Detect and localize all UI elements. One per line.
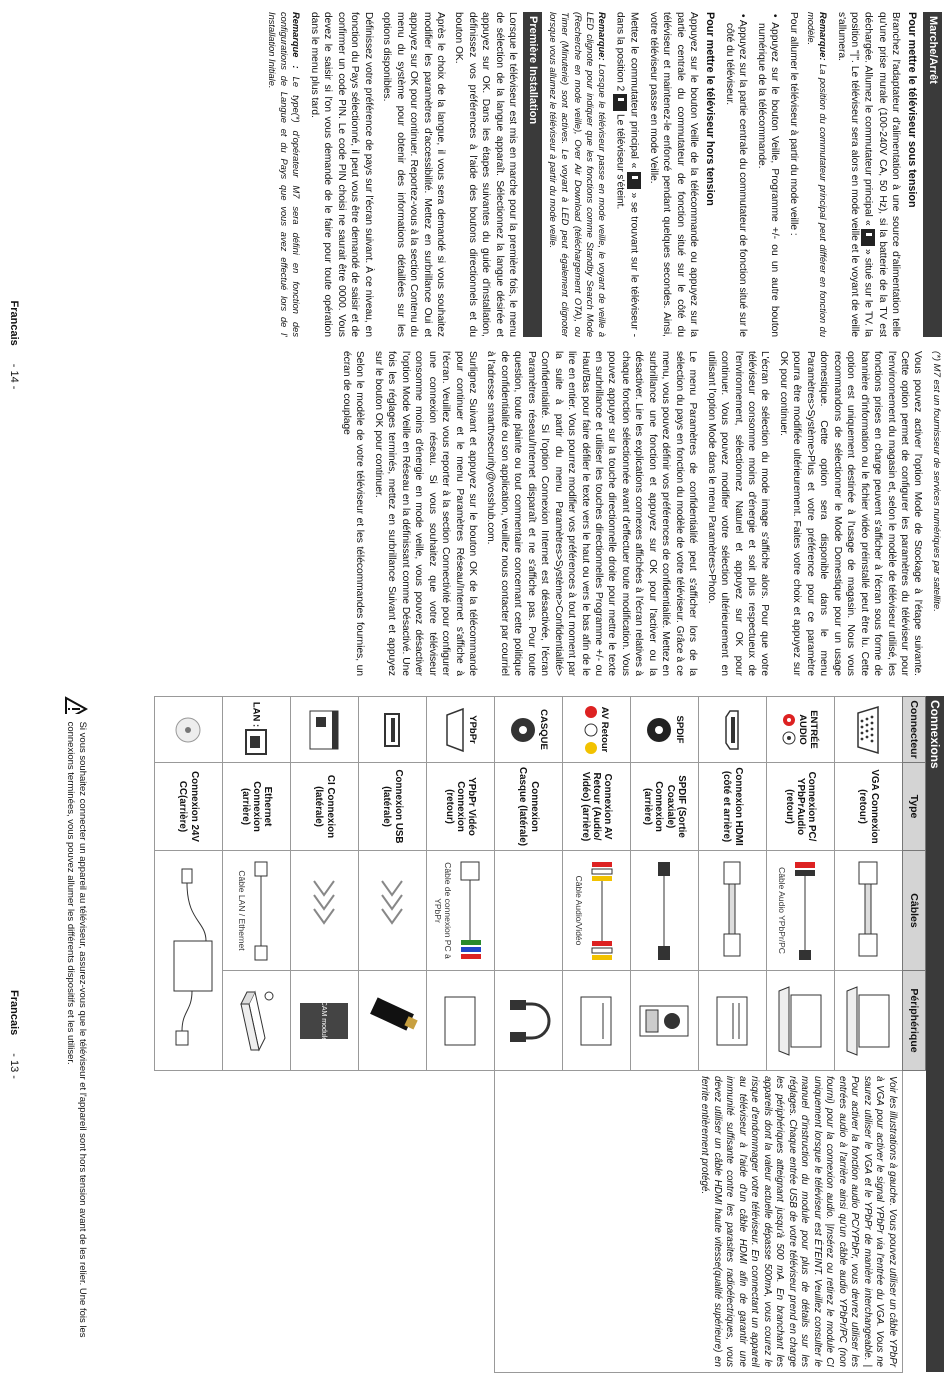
cable-cell [835, 851, 903, 971]
table-row [835, 697, 903, 1373]
connector-label: SPDIF [674, 715, 685, 744]
cable-cell [223, 851, 291, 971]
type-cell: Connexion HDMI (côté et arrière) [699, 763, 767, 851]
connector-cell [427, 697, 495, 763]
remark-text: Lorsque le téléviseur passe en mode veille, le voyant de veille à LED clignote pour indiquer que les fonctions comme Standby Search Mode (Recherche en mode veille), Over Air Download (téléchargement OTA), ou Timer (Minuterie) sont actives. Le voyant à LED peut également clignoter lorsque vous allumez le téléviseur à partir du mode veille. [548, 12, 608, 337]
device-cell [563, 971, 631, 1071]
cable-cell [427, 851, 495, 971]
cam-module-icon [297, 993, 353, 1049]
subheading-power-off: Pour mettre le téléviseur hors tension [704, 12, 717, 206]
video-player-icon [436, 989, 486, 1053]
cable-cell [699, 851, 767, 971]
footer-language: Francais [8, 300, 20, 346]
laptop-icon [842, 981, 896, 1061]
usb-port-icon [382, 710, 404, 750]
av-cable-icon [585, 856, 619, 966]
remark-label: Remarque : [291, 12, 302, 69]
paragraph [834, 12, 902, 337]
device-cell [699, 971, 767, 1071]
blank-cell [291, 1071, 359, 1373]
paragraph: Vous pouvez activer l'option Mode de Stockage à l'étape suivante. Cette option permet de configurer les paramètres du téléviseur pour l'environnement du magasin et, selon le modèle de téléviseur utilisé, les fonctions prises en charge peuvent s'afficher à l'écran sous forme de bannière d'information ou le fichier vidéo préinstallé peut être lu. Cette option est uniquement destinée à l'usage de magasin. Nous vous recommandons de sélectionner le Mode Domestique pour un usage domestique. Cette option sera disponible dans le menu Paramètres>Système>Plus et votre préférence pour ce paramètre pourra être modifiée ultérieurement. Faites votre choix et appuyez sur OK pour continuer. [777, 351, 924, 676]
connector-cell [291, 697, 359, 763]
remark [266, 12, 303, 337]
power-switch-icon [627, 172, 641, 189]
subheading-power-on: Pour mettre le téléviseur sous tension [906, 12, 919, 208]
header-cables: Câbles [903, 851, 926, 971]
connector-cell [223, 697, 291, 763]
connector-cell [835, 697, 903, 763]
connector-cell [767, 697, 835, 763]
cam-label: CAM module [320, 1000, 328, 1041]
device-cell [495, 971, 563, 1071]
connections-table [154, 696, 926, 1373]
connector-cell [631, 697, 699, 763]
av-jacks-icon [583, 702, 599, 758]
hdmi-port-icon [723, 707, 743, 753]
remark-text: Le type(*) d'opérateur M7 sera défini en fonction des configurations de Langue et du Pays que vous avez effectué lors de l' Installation Initiale. [266, 12, 302, 337]
paragraph [613, 12, 641, 337]
installation-notes: Voir les illustrations à gauche. Vous pouvez utiliser un câble YPbPr à VGA pour activer le signal YPbPr via l'entrée du VGA. Vous ne saurez utiliser le VGA et le YPbPr de manière interchangeable. | Pour activer la fonction audio PC/YPbPr, vous devrez utiliser les entrées audio à l'arrière ainsi qu'un câble audio YPbPr/PC (non fourni) pour la connexion audio. |Insérez ou retirez le module CI uniquement lorsque le téléviseur est ÉTEINT. Veuillez consulter le manuel d'instruction du module pour plus de détails sur les réglages. Chaque entrée USB de votre téléviseur prend en charge les périphériques atteignant jusqu'à 500 mA. En branchant les appareils dont la valeur actuelle dépasse 500mA, vous courez le risque d'endommager votre téléviseur. En connectant un appareil au téléviseur à l'aide d'un câble HDMI afin de garantir une immunité suffisante contre les parasites radioélectriques, vous devez utiliser un câble HDMI haute vitesse(qualité supérieure) en ferrite entièrement protégé. [495, 1071, 903, 1373]
cable-label: Câble de connexion PC à YPbPr [433, 862, 454, 959]
cable-label: Câble Audio YPbPr/PC [777, 867, 788, 954]
remark-label: Remarque: [818, 12, 829, 61]
footer-language: Francais [8, 990, 20, 1036]
cable-cell [155, 851, 223, 1071]
vga-port-icon [855, 703, 883, 757]
type-cell: Connexion USB (latérale) [359, 763, 427, 851]
connector-cell [699, 697, 767, 763]
blank-cell [155, 1071, 223, 1373]
section-title-first-install: Première Installation [523, 12, 542, 337]
blu-ray-player-icon [708, 989, 758, 1053]
table-row [223, 697, 291, 1373]
connector-cell [495, 697, 563, 763]
page-14-column-2 [38, 351, 942, 676]
router-icon [232, 986, 282, 1056]
table-row [427, 697, 495, 1373]
table-header-row [903, 697, 926, 1373]
remark-text: La position du commutateur principal peut différer en fonction du modèle. [806, 12, 829, 337]
ypbpr-cable-icon [454, 856, 488, 966]
blank-cell [223, 1071, 291, 1373]
device-cell [835, 971, 903, 1071]
ci-slot-icon [305, 705, 345, 755]
remark-label: Remarque: [597, 12, 608, 61]
audio-in-jacks-icon [782, 708, 798, 752]
connector-cell [359, 697, 427, 763]
audio-cable-icon [788, 856, 824, 966]
dvd-player-icon [572, 989, 622, 1053]
power-switch-off-icon [613, 94, 627, 111]
power-switch-icon [861, 229, 875, 246]
connector-label: CASQUE [538, 709, 549, 750]
cable-cell [767, 851, 835, 971]
page-13 [0, 690, 950, 1379]
headphones-icon [501, 994, 557, 1048]
lan-port-icon [244, 727, 270, 757]
blank-cell [427, 1071, 495, 1373]
section-title-power: Marche/Arrêt [923, 12, 942, 337]
subwoofer-icon [637, 996, 693, 1046]
text-run: Le téléviseur s'éteint. [614, 111, 626, 210]
type-cell: Ethernet Connexion (arrière) [223, 763, 291, 851]
section-title-connections: Connexions [926, 696, 944, 1372]
paragraph: Après le choix de la langue, il vous sera demandé si vous souhaitez modifier les paramètres d'accessibilité. Mettez en surbrillance Oui et appuyez sur OK pour continuer. Reportez-vous à la section Contenu du menu du système pour obtenir des informations détaillées sur les options disponibles. [381, 12, 447, 337]
text-run: Mettez le commutateur principal « [628, 12, 640, 172]
type-cell: Connexion 24V CC(arrière) [155, 763, 223, 851]
laptop-icon [774, 981, 828, 1061]
power-adapter-icon [161, 861, 217, 1061]
page-14-column-1 [38, 12, 942, 337]
bullet-item: • Appuyez sur la partie centrale du commutateur de fonction situé sur le côté du téléviseur. [723, 14, 749, 337]
type-cell: VGA Connexion (retour) [835, 763, 903, 851]
paragraph: Le menu Paramètres de confidentialité peut s'afficher lors de la sélection du pays en fonction du modèle de votre téléviseur. Grâce à ce menu, vous pouvez définir vos préférences de confidentialité. Mettez en surbrillance une fonction et appuyez sur OK pour l'activer ou la désactiver. Lire les explications connexes affichées à l'écran relatives à chaque fonction sélectionnée avant d'effectuer toute modification. Vous pouvez appuyer sur la touche directionnelle droite pour mettre le texte en surbrillance et utiliser les touches directionnelles Programme +/- ou Haut/Bas pour faire défiler le texte vers le haut ou vers le bas afin de le lire en entier. Vous pourrez modifier vos préférences à tout moment par la suite à partir du menu Paramètres>Système>Confidentialité> Confidentialité. Si l'option Connexion Internet est désactivée, l'écran Paramètres réseau/Internet disparaît et ne s'affiche pas. Pour toute question, toute plainte ou tout commentaire concernant cette politique de confidentialité ou son application, veuillez nous contacter par courriel à l'adresse smarttvsecurity@vosshub.com. [485, 351, 699, 676]
type-cell: YPbPr Vidéo Connexion (retour) [427, 763, 495, 851]
paragraph: Lorsque le téléviseur est mis en marche pour la première fois, le menu de sélection de la langue apparaît. Sélectionnez la langue désirée et appuyez sur OK. Dans les étapes suivantes du guide d'installation, définissez vos préférences à l'aide des boutons directionnels et du bouton OK. [453, 12, 519, 337]
device-cell [427, 971, 495, 1071]
connector-label: YPbPr [467, 715, 478, 744]
blank-cell [359, 1071, 427, 1373]
vga-cable-icon [844, 856, 894, 966]
type-cell: CI Connexion (latérale) [291, 763, 359, 851]
cable-cell [563, 851, 631, 971]
type-cell: Connexion AV Retour (Audio/ Vidéo) (arrière) [563, 763, 631, 851]
table-row [291, 697, 359, 1373]
warning-icon [64, 696, 88, 714]
text-run: Branchez l'adaptateur d'alimentation à une source d'alimentation telle qu'une prise murale (100-240V CA, 50 Hz), si la batterie de la TV est déchargée. Allumez le commutateur principal « [862, 12, 902, 337]
remark [547, 12, 608, 337]
device-cell [291, 971, 359, 1071]
usb-arrows-icon [378, 871, 408, 951]
connector-label: AV Retour [599, 706, 610, 753]
page-number: - 14 - [8, 363, 20, 390]
table-row [359, 697, 427, 1373]
usb-stick-icon [365, 991, 421, 1051]
paragraph: Selon le modèle de votre téléviseur et les télécommandes fournies, un écran de couplage [340, 351, 366, 676]
text-run: » se trouvant sur le téléviseur - dans la position 2 [614, 12, 640, 337]
warning-note [63, 696, 88, 1372]
cable-cell [291, 851, 359, 971]
paragraph: L'écran de sélection du mode image s'affiche alors. Pour que votre téléviseur consomme moins d'énergie et soit plus respectueux de l'environnement, sélectionnez Naturel et appuyez sur OK pour continuer. Vous pouvez modifier votre sélection ultérieurement en utilisant l'option Mode dans le menu Paramètres>Photo. [705, 351, 771, 676]
cable-cell [631, 851, 699, 971]
ethernet-cable-icon [248, 856, 276, 966]
device-cell [223, 971, 291, 1071]
ypbpr-vga-port-icon [443, 705, 467, 755]
device-cell [631, 971, 699, 1071]
type-cell: SPDIF (Sortie Coaxiale) Connexion (arrière) [631, 763, 699, 851]
spdif-jack-icon [644, 715, 674, 745]
hdmi-cable-icon [713, 856, 753, 966]
cable-cell [495, 851, 563, 971]
page-footer [8, 690, 20, 1379]
headphone-jack-icon [508, 715, 538, 745]
connector-label: ENTRÉE AUDIO [797, 710, 820, 749]
remark [805, 12, 830, 337]
header-type: Type [903, 763, 926, 851]
header-device: Périphérique [903, 971, 926, 1071]
ci-arrows-icon [310, 871, 340, 951]
page-14-columns [38, 12, 942, 676]
cable-cell [359, 851, 427, 971]
page-number: - 13 - [8, 1053, 20, 1079]
header-connector: Connecteur [903, 697, 926, 763]
dc-input-icon [174, 715, 204, 745]
paragraph: Définissez votre préférence de pays sur l'écran suivant. À ce niveau, en fonction du Pays sélectionné, il peut vous être demandé de saisir et de confirmer un code PIN. Le code PIN choisi ne saurait être 0000. Vous devez le saisir si l'on vous demande de le faire pour toute opération dans le menu plus tard. [308, 12, 374, 337]
type-cell: Connexion PC/ YPbPrAudio (retour) [767, 763, 835, 851]
table-row [155, 697, 223, 1373]
device-cell [767, 971, 835, 1071]
type-cell: Connexion Casque (latérale) [495, 763, 563, 851]
warning-text: Si vous souhaitez connecter un appareil au téléviseur, assurez-vous que le téléviseur et l'appareil sont hors tension avant de les relier. Une fois les connexions terminées, vous pouvez allumer les différents dispositifs et les utiliser. [64, 721, 88, 1338]
bullet-item: • Appuyez sur le bouton Veille, Programme +/- ou un autre bouton numérique de la télécommande. [755, 14, 781, 337]
connector-label: LAN : [250, 701, 262, 728]
paragraph: Surlignez Suivant et appuyez sur le bouton OK de la télécommande pour continuer et le menu Paramètres Réseau/Internet s'affiche à l'écran. Veuillez vous reporter à la section Connectivité pour configurer une connexion réseau. Si vous souhaitez que votre téléviseur consomme moins d'énergie en mode veille, vous pouvez désactiver l'option Mode Veille en Réseau en la définissant comme Désactivé. Une fois les réglages terminés, mettez en surbrillance Suivant et appuyez sur le bouton OK pour continuer. [372, 351, 478, 676]
connector-cell [563, 697, 631, 763]
footnote: (*) M7 est un fournisseur de services numériques par satellite. [931, 351, 942, 612]
cable-label: Câble LAN / Ethernet [237, 870, 248, 951]
paragraph: Pour allumer le téléviseur à partir du mode veille : [787, 12, 799, 236]
header-spacer [903, 1071, 926, 1373]
connector-cell [155, 697, 223, 763]
coaxial-cable-icon [650, 856, 680, 966]
cable-label: Câble Audio/Vidéo [574, 875, 585, 946]
text-run: » situé sur le TV. la position "|". Le téléviseur sera alors en mode veille et le voyant de veille s'allumera. [835, 12, 874, 337]
device-cell [359, 971, 427, 1071]
paragraph: Appuyez sur le bouton Veille de la télécommande ou appuyez sur la partie centrale du commutateur de fonction situé sur le côté du téléviseur et maintenez-le enfoncé pendant quelques secondes. Ainsi, votre téléviseur passe en mode Veille. [647, 12, 700, 337]
page-footer [8, 0, 20, 690]
